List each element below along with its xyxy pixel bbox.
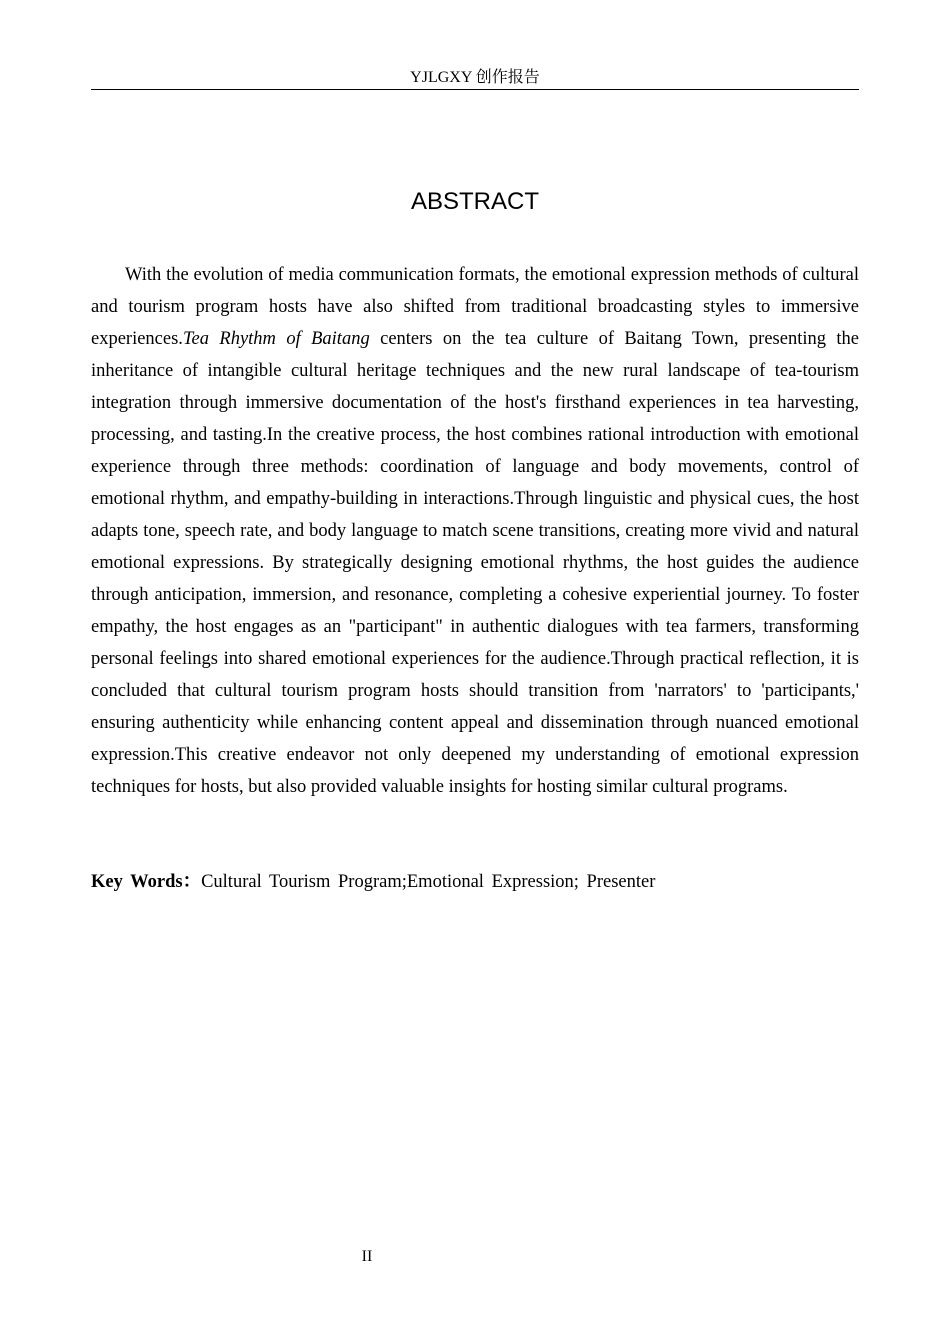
abstract-title: ABSTRACT	[410, 188, 539, 215]
work-title: Tea Rhythm of Baitang	[182, 329, 370, 349]
abstract-body-text-1: With the evolution of media communication formats, the emotional expression methods of cultural and tourism program hosts have also shifted from traditional broadcasting styles to immersive experiences.	[91, 265, 859, 349]
keywords-label: Key Words：	[91, 872, 202, 892]
abstract-body	[91, 259, 859, 803]
header-divider	[91, 89, 859, 90]
keywords-value: Cultural Tourism Program;Emotional Expression; Presenter	[201, 872, 656, 892]
keywords	[91, 866, 859, 898]
abstract-body-text-2: centers on the tea culture of Baitang Town, presenting the inheritance of intangible cultural heritage techniques and the new rural landscape of tea-tourism integration through immersive documentation of the host's firsthand experiences in tea harvesting, processing, and tasting.In the creative process, the host combines rational introduction with emotional experience through three methods: coordination of language and body movements, control of emotional rhythm, and empathy-building in interactions.Through linguistic and physical cues, the host adapts tone, speech rate, and body language to match scene transitions, creating more vivid and natural emotional expressions. By strategically designing emotional rhythms, the host guides the audience through anticipation, immersion, and resonance, completing a cohesive experiential journey. To foster empathy, the host engages as an "participant" in authentic dialogues with tea farmers, transforming personal feelings into shared emotional experiences for the audience.Through practical reflection, it is concluded that cultural tourism program hosts should transition from 'narrators' to 'participants,' ensuring authenticity while enhancing content appeal and dissemination through nuanced emotional expression.This creative endeavor not only deepened my understanding of emotional expression techniques for hosts, but also provided valuable insights for hosting similar cultural programs.	[91, 329, 859, 797]
page-number: II	[361, 1248, 373, 1265]
page-header: YJLGXY 创作报告	[410, 69, 540, 86]
